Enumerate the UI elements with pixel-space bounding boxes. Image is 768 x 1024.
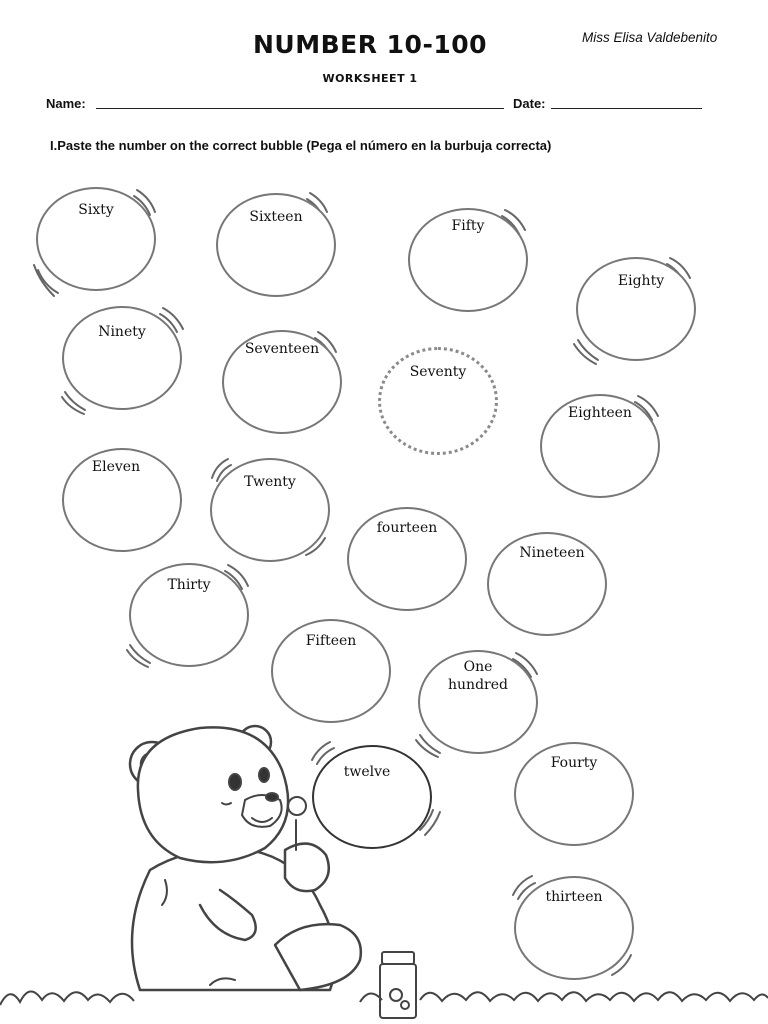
bubble-label: thirteen [545, 889, 603, 905]
bubble-label: Sixteen [249, 209, 303, 225]
bubble-label: Seventeen [244, 341, 320, 357]
bubble-label: Fifteen [305, 633, 357, 649]
instruction-text: I.Paste the number on the correct bubble (Pega el número en la burbuja correcta) [50, 138, 552, 153]
bubble-label: Twenty [244, 474, 296, 490]
bubble-label: Eighteen [568, 405, 632, 421]
bubble-label: Fourty [550, 755, 598, 771]
worksheet-subtitle: WORKSHEET 1 [322, 72, 418, 85]
date-label: Date: [513, 96, 546, 111]
bubble-label: One hundred [448, 659, 508, 693]
author-name: Miss Elisa Valdebenito [582, 30, 718, 45]
bubble-label: Eighty [617, 273, 665, 289]
name-label: Name: [46, 96, 86, 111]
bubble-label: Seventy [409, 364, 467, 380]
bubble-label: twelve [343, 764, 391, 780]
bubble-label: Sixty [78, 202, 114, 218]
bubble-label: Nineteen [519, 545, 585, 561]
bubble-label: Ninety [98, 324, 146, 340]
bubble-label: Eleven [91, 459, 141, 475]
bubble-label: fourteen [376, 520, 438, 536]
bubble-label: Fifty [451, 218, 485, 234]
bubble-label: Thirty [167, 577, 211, 593]
page-title: NUMBER 10-100 [252, 30, 488, 59]
